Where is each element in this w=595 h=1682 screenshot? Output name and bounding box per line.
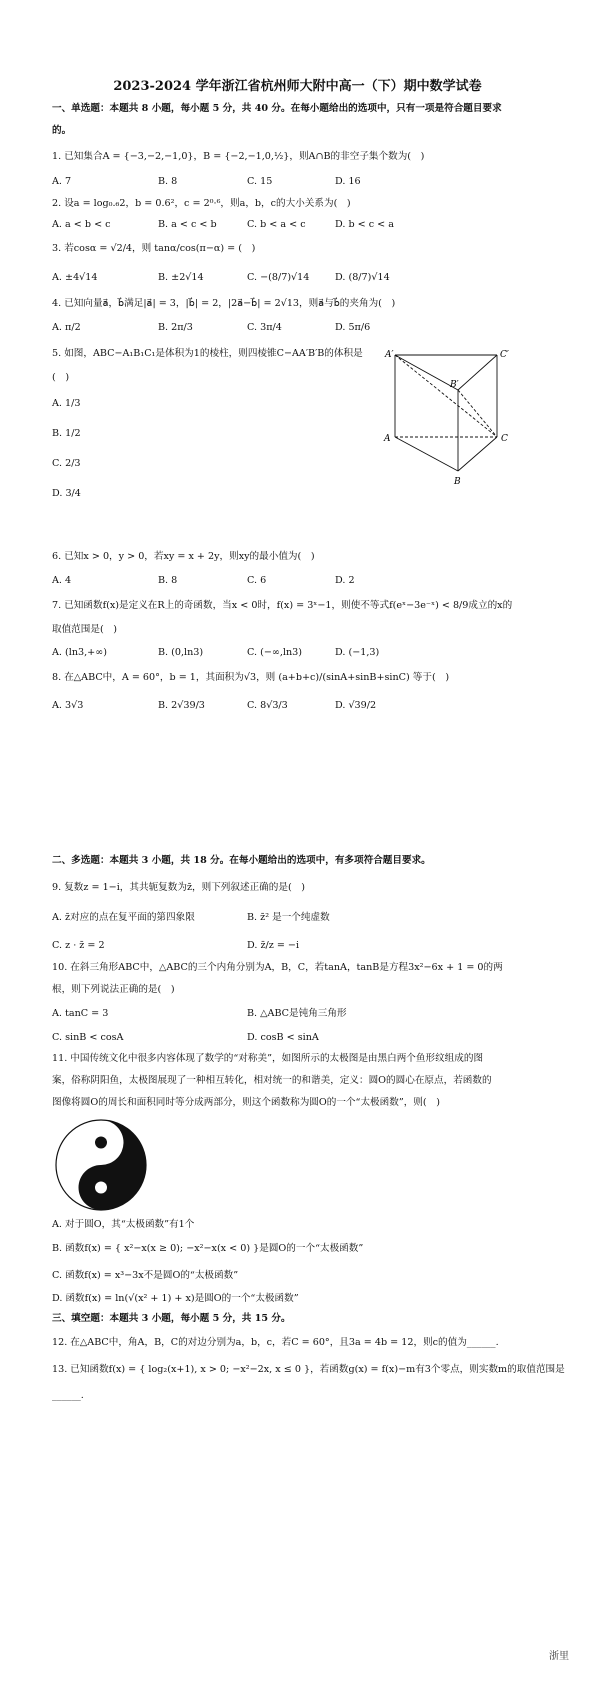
section-3-header: 三、填空题：本题共 3 小题，每小题 5 分，共 15 分。 (52, 1313, 291, 1324)
q6-option-a: A. 4 (52, 575, 72, 586)
label-c1: C′ (500, 350, 509, 360)
q1-option-d: D. 16 (335, 176, 361, 187)
q3-option-c: C. −(8/7)√14 (247, 272, 310, 283)
q5-option-c: C. 2/3 (52, 458, 81, 469)
label-b1: B′ (450, 380, 459, 390)
q8-option-c: C. 8√3/3 (247, 700, 288, 711)
q2-option-a: A. a < b < c (52, 219, 111, 230)
q1-option-a: A. 7 (52, 176, 72, 187)
q9-stem: 9. 复数z = 1−i，其共轭复数为z̄，则下列叙述正确的是( ) (52, 882, 306, 893)
q11-option-a: A. 对于圆O，其“太极函数”有1个 (52, 1219, 195, 1230)
q5-option-b: B. 1/2 (52, 428, 81, 439)
q8-stem: 8. 在△ABC中，A = 60°，b = 1，其面积为√3，则 (a+b+c)/(sinA+sinB+sinC) 等于( ) (52, 672, 450, 683)
q9-option-c: C. z · z̄ = 2 (52, 940, 105, 951)
q5-option-d: D. 3/4 (52, 488, 81, 499)
q2-option-d: D. b < c < a (335, 219, 394, 230)
q4-stem: 4. 已知向量a⃗，b⃗满足|a⃗| = 3，|b⃗| = 2，|2a⃗−b⃗| = 2√13，则a⃗与b⃗的夹角为( ) (52, 298, 396, 309)
q10-stem-cont: 根，则下列说法正确的是( ) (52, 984, 175, 995)
q1-option-c: C. 15 (247, 176, 273, 187)
q10-option-c: C. sinB < cosA (52, 1032, 124, 1043)
q11-option-b: B. 函数f(x) = { x²−x(x ≥ 0); −x²−x(x < 0) }是圆O的一个“太极函数” (52, 1243, 364, 1254)
q6-option-d: D. 2 (335, 575, 355, 586)
q11-stem-cont2: 图像将圆O的周长和面积同时等分成两部分，则这个函数称为圆O的一个“太极函数”，则( ) (52, 1097, 440, 1108)
q2-option-c: C. b < a < c (247, 219, 306, 230)
q1-stem: 1. 已知集合A = {−3,−2,−1,0}，B = {−2,−1,0,½}，则A∩B的非空子集个数为( ) (52, 151, 425, 162)
footer-watermark: 浙里 (549, 1651, 569, 1662)
q8-option-a: A. 3√3 (52, 700, 84, 711)
q7-stem-cont: 取值范围是( ) (52, 624, 118, 635)
q3-option-b: B. ±2√14 (158, 272, 204, 283)
q8-option-b: B. 2√39/3 (158, 700, 205, 711)
section-1-header-line1: 一、单选题：本题共 8 小题，每小题 5 分，共 40 分。在每小题给出的选项中，只有一项是符合题目要求 (52, 103, 502, 114)
page-title: 2023-2024 学年浙江省杭州师大附中高一（下）期中数学试卷 (113, 79, 482, 94)
q9-option-a: A. z̄对应的点在复平面的第四象限 (52, 912, 195, 923)
q7-stem: 7. 已知函数f(x)是定义在R上的奇函数，当x < 0时，f(x) = 3ˣ−1，则使不等式f(eˣ−3e⁻ˣ) < 8/9成立的x的 (52, 600, 513, 611)
q6-stem: 6. 已知x > 0，y > 0，若xy = x + 2y，则xy的最小值为( ) (52, 551, 315, 562)
q13-stem: 13. 已知函数f(x) = { log₂(x+1), x > 0; −x²−2x, x ≤ 0 }，若函数g(x) = f(x)−m有3个零点，则实数m的取值范围是 (52, 1364, 565, 1375)
q12-stem: 12. 在△ABC中，角A，B，C的对边分别为a，b，c，若C = 60°，且3a = 4b = 12，则c的值为______. (52, 1337, 499, 1348)
label-b: B (454, 477, 461, 487)
q11-stem-cont1: 案，俗称阴阳鱼，太极图展现了一种相互转化，相对统一的和谐美，定义：圆O的圆心在原点，若函数的 (52, 1075, 492, 1086)
q10-stem: 10. 在斜三角形ABC中，△ABC的三个内角分别为A，B，C，若tanA，tanB是方程3x²−6x + 1 = 0的两 (52, 962, 503, 973)
q7-option-d: D. (−1,3) (335, 647, 380, 658)
q8-option-d: D. √39/2 (335, 700, 377, 711)
q3-stem: 3. 若cosα = √2/4，则 tanα/cos(π−α) = ( ) (52, 243, 256, 254)
q6-option-c: C. 6 (247, 575, 267, 586)
q13-blank: ______. (52, 1390, 84, 1401)
q9-option-b: B. z̄² 是一个纯虚数 (247, 912, 330, 923)
q2-stem: 2. 设a = log₀.₆2，b = 0.6²，c = 2⁰·⁶，则a，b，c的大小关系为( ) (52, 198, 351, 209)
prism-figure (380, 345, 520, 490)
q3-option-a: A. ±4√14 (52, 272, 98, 283)
q11-stem: 11. 中国传统文化中很多内容体现了数学的“对称美”，如图所示的太极图是由黑白两个鱼形纹组成的图 (52, 1053, 484, 1064)
q1-option-b: B. 8 (158, 176, 178, 187)
q10-option-a: A. tanC = 3 (52, 1008, 109, 1019)
q7-option-c: C. (−∞,ln3) (247, 647, 303, 658)
section-1-header-line2: 的。 (52, 125, 72, 136)
q7-option-a: A. (ln3,+∞) (52, 647, 107, 658)
q4-option-c: C. 3π/4 (247, 322, 282, 333)
label-c: C (501, 434, 508, 444)
q3-option-d: D. (8/7)√14 (335, 272, 390, 283)
q11-option-d: D. 函数f(x) = ln(√(x² + 1) + x)是圆O的一个“太极函数” (52, 1293, 299, 1304)
q10-option-d: D. cosB < sinA (247, 1032, 319, 1043)
q5-stem: 5. 如图，ABC−A₁B₁C₁是体积为1的棱柱，则四棱锥C−AA′B′B的体积是 (52, 348, 363, 359)
label-a: A (384, 434, 391, 444)
q10-option-b: B. △ABC是钝角三角形 (247, 1008, 347, 1019)
q4-option-b: B. 2π/3 (158, 322, 193, 333)
label-a1: A′ (385, 350, 394, 360)
q5-stem-cont: ( ) (52, 372, 70, 383)
q7-option-b: B. (0,ln3) (158, 647, 204, 658)
q4-option-d: D. 5π/6 (335, 322, 371, 333)
q5-option-a: A. 1/3 (52, 398, 81, 409)
q6-option-b: B. 8 (158, 575, 178, 586)
q11-option-c: C. 函数f(x) = x³−3x不是圆O的“太极函数” (52, 1270, 239, 1281)
taiji-icon (53, 1117, 149, 1213)
q9-option-d: D. z̄/z = −i (247, 940, 300, 951)
q4-option-a: A. π/2 (52, 322, 81, 333)
section-2-header: 二、多选题：本题共 3 小题，共 18 分。在每小题给出的选项中，有多项符合题目要求。 (52, 855, 431, 866)
q2-option-b: B. a < c < b (158, 219, 217, 230)
